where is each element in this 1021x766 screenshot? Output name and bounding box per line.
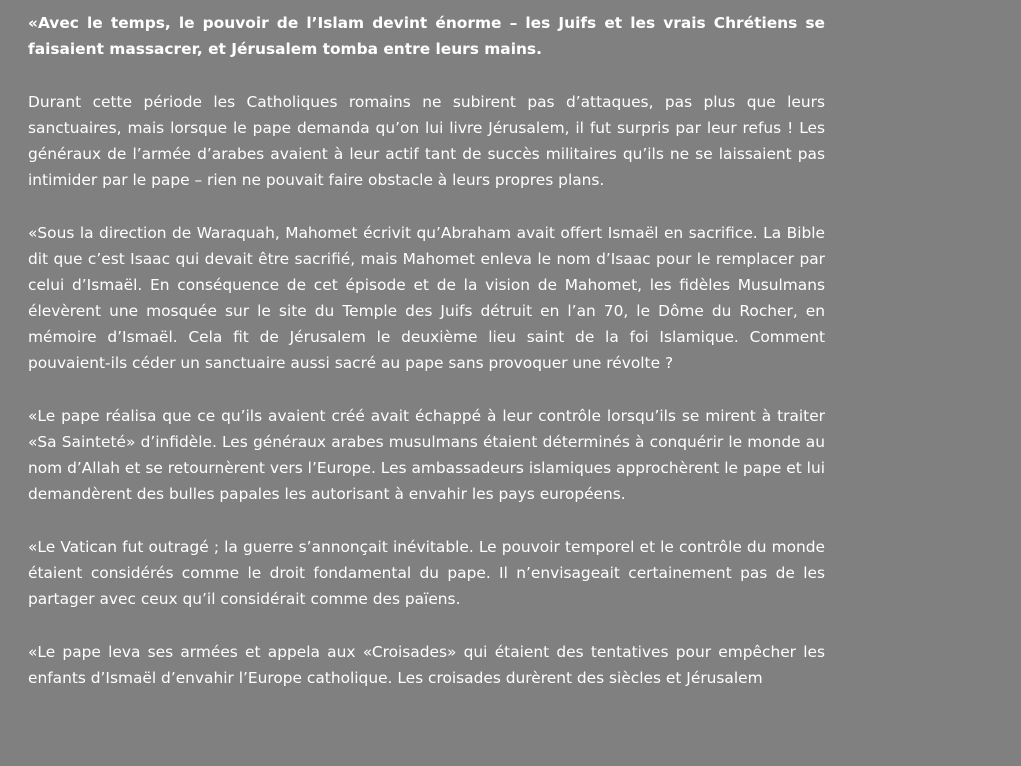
document-body	[28, 10, 825, 718]
paragraph: «Avec le temps, le pouvoir de l’Islam devint énorme – les Juifs et les vrais Chrétiens se faisaient massacrer, et Jérusalem tomba entre leurs mains.	[28, 14, 825, 58]
paragraph: «Sous la direction de Waraquah, Mahomet écrivit qu’Abraham avait offert Ismaël en sacrifice. La Bible dit que c’est Isaac qui devait être sacrifié, mais Mahomet enleva le nom d’Isaac pour le remplacer par celui d’Ismaël. En conséquence de cet épisode et de la vision de Mahomet, les fidèles Musulmans élevèrent une mosquée sur le site du Temple des Juifs détruit en l’an 70, le Dôme du Rocher, en mémoire d’Ismaël. Cela fit de Jérusalem le deuxième lieu saint de la foi Islamique. Comment pouvaient-ils céder un sanctuaire aussi sacré au pape sans provoquer une révolte ?	[28, 224, 825, 372]
paragraph: Durant cette période les Catholiques romains ne subirent pas d’attaques, pas plus que leurs sanctuaires, mais lorsque le pape demanda qu’on lui livre Jérusalem, il fut surpris par leur refus ! Les généraux de l’armée d’arabes avaient à leur actif tant de succès militaires qu’ils ne se laissaient pas intimider par le pape – rien ne pouvait faire obstacle à leurs propres plans.	[28, 93, 825, 189]
paragraph: «Le pape réalisa que ce qu’ils avaient créé avait échappé à leur contrôle lorsqu’ils se mirent à traiter «Sa Sainteté» d’infidèle. Les généraux arabes musulmans étaient déterminés à conquérir le monde au nom d’Allah et se retournèrent vers l’Europe. Les ambassadeurs islamiques approchèrent le pape et lui demandèrent des bulles papales les autorisant à envahir les pays européens.	[28, 407, 825, 503]
paragraph: «Le Vatican fut outragé ; la guerre s’annonçait inévitable. Le pouvoir temporel et le contrôle du monde étaient considérés comme le droit fondamental du pape. Il n’envisageait certainement pas de les partager avec ceux qu’il considérait comme des païens.	[28, 538, 825, 608]
paragraph: «Le pape leva ses armées et appela aux «Croisades» qui étaient des tentatives pour empêcher les enfants d’Ismaël d’envahir l’Europe catholique. Les croisades durèrent des siècles et Jérusalem	[28, 643, 825, 687]
